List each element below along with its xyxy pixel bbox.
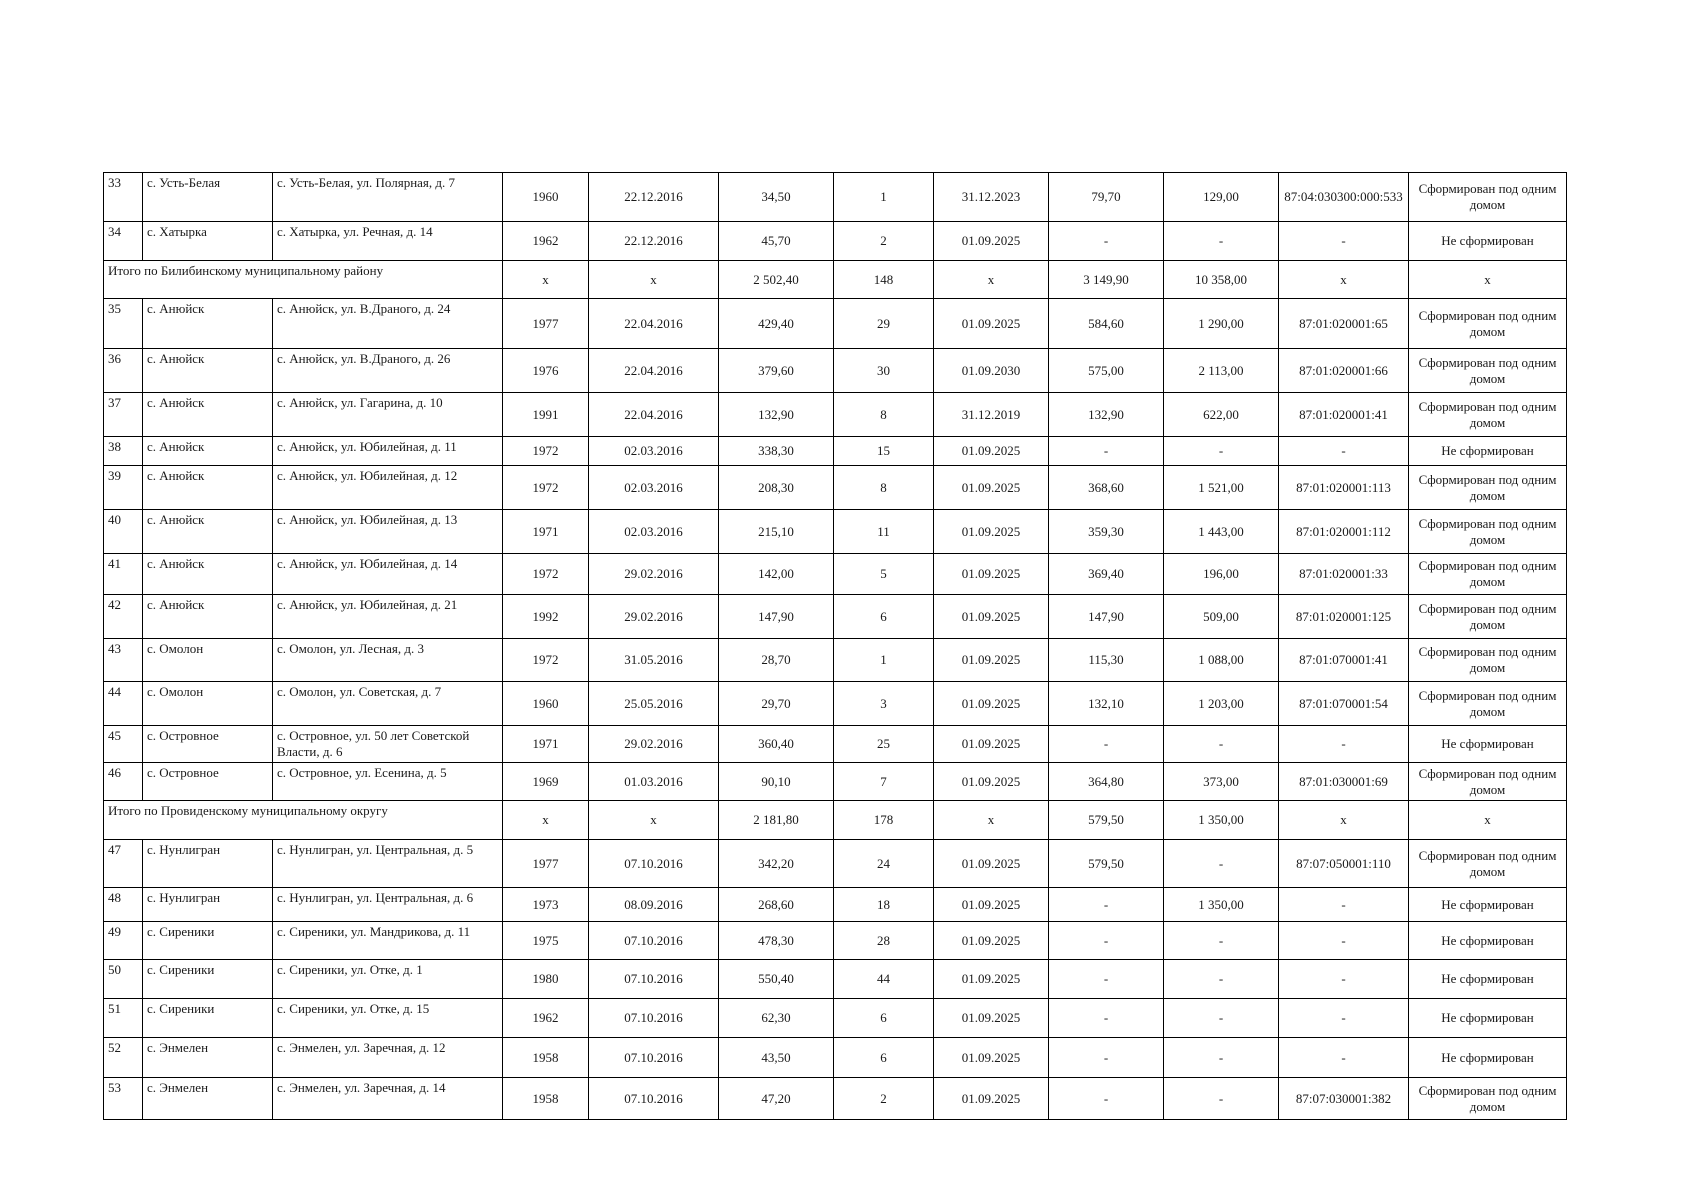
- plot-area-cell: 10 358,00: [1164, 261, 1279, 299]
- address-cell: с. Островное, ул. Есенина, д. 5: [273, 763, 503, 801]
- residents-cell: 178: [834, 801, 934, 840]
- plot-status-cell: Не сформирован: [1409, 222, 1567, 261]
- cadastral-number-cell: -: [1279, 1038, 1409, 1078]
- area-cell: 29,70: [719, 682, 834, 726]
- settlement-cell: с. Нунлигран: [143, 840, 273, 888]
- plot-status-cell: x: [1409, 801, 1567, 840]
- table-row: [104, 595, 1567, 639]
- plot-area-cell: -: [1164, 437, 1279, 466]
- area-cell: 429,40: [719, 299, 834, 349]
- plot-status-cell: Сформирован под одним домом: [1409, 639, 1567, 682]
- cadastral-number-cell: 87:01:020001:65: [1279, 299, 1409, 349]
- land-area-cell: -: [1049, 437, 1164, 466]
- table-row: [104, 510, 1567, 554]
- cadastral-number-cell: 87:07:050001:110: [1279, 840, 1409, 888]
- land-area-cell: -: [1049, 1038, 1164, 1078]
- date-cell: 02.03.2016: [589, 510, 719, 554]
- settlement-cell: с. Нунлигран: [143, 888, 273, 922]
- deadline-cell: 01.09.2025: [934, 999, 1049, 1038]
- date-cell: 07.10.2016: [589, 922, 719, 960]
- row-number-cell: 37: [104, 393, 143, 437]
- address-cell: с. Анюйск, ул. Юбилейная, д. 11: [273, 437, 503, 466]
- area-cell: 47,20: [719, 1078, 834, 1120]
- deadline-cell: 01.09.2025: [934, 960, 1049, 999]
- plot-status-cell: Не сформирован: [1409, 726, 1567, 763]
- deadline-cell: 01.09.2025: [934, 466, 1049, 510]
- cadastral-number-cell: -: [1279, 222, 1409, 261]
- cadastral-number-cell: 87:01:030001:69: [1279, 763, 1409, 801]
- deadline-cell: 01.09.2030: [934, 349, 1049, 393]
- address-cell: с. Нунлигран, ул. Центральная, д. 6: [273, 888, 503, 922]
- area-cell: 379,60: [719, 349, 834, 393]
- row-number-cell: 52: [104, 1038, 143, 1078]
- settlement-cell: с. Анюйск: [143, 349, 273, 393]
- date-cell: 07.10.2016: [589, 1038, 719, 1078]
- cadastral-number-cell: 87:01:020001:41: [1279, 393, 1409, 437]
- table-row: [104, 840, 1567, 888]
- address-cell: с. Омолон, ул. Советская, д. 7: [273, 682, 503, 726]
- row-number-cell: 35: [104, 299, 143, 349]
- area-cell: 43,50: [719, 1038, 834, 1078]
- date-cell: 07.10.2016: [589, 1078, 719, 1120]
- plot-status-cell: Сформирован под одним домом: [1409, 1078, 1567, 1120]
- residents-cell: 2: [834, 222, 934, 261]
- year-cell: 1991: [503, 393, 589, 437]
- table-row: [104, 726, 1567, 763]
- residents-cell: 18: [834, 888, 934, 922]
- year-cell: 1972: [503, 639, 589, 682]
- year-cell: 1992: [503, 595, 589, 639]
- date-cell: 29.02.2016: [589, 595, 719, 639]
- row-number-cell: 50: [104, 960, 143, 999]
- row-number-cell: 36: [104, 349, 143, 393]
- cadastral-number-cell: -: [1279, 922, 1409, 960]
- year-cell: x: [503, 801, 589, 840]
- date-cell: 22.12.2016: [589, 222, 719, 261]
- plot-status-cell: Сформирован под одним домом: [1409, 173, 1567, 222]
- settlement-cell: с. Усть-Белая: [143, 173, 273, 222]
- land-area-cell: 579,50: [1049, 801, 1164, 840]
- area-cell: 62,30: [719, 999, 834, 1038]
- row-number-cell: 41: [104, 554, 143, 595]
- settlement-cell: с. Островное: [143, 726, 273, 763]
- plot-area-cell: -: [1164, 726, 1279, 763]
- year-cell: 1980: [503, 960, 589, 999]
- table-row: [104, 682, 1567, 726]
- year-cell: 1962: [503, 222, 589, 261]
- plot-status-cell: Сформирован под одним домом: [1409, 466, 1567, 510]
- plot-status-cell: Не сформирован: [1409, 1038, 1567, 1078]
- cadastral-number-cell: 87:01:070001:41: [1279, 639, 1409, 682]
- deadline-cell: 01.09.2025: [934, 1038, 1049, 1078]
- table-row: [104, 393, 1567, 437]
- plot-status-cell: Не сформирован: [1409, 888, 1567, 922]
- year-cell: 1972: [503, 466, 589, 510]
- land-area-cell: 132,10: [1049, 682, 1164, 726]
- residents-cell: 2: [834, 1078, 934, 1120]
- date-cell: 22.04.2016: [589, 393, 719, 437]
- year-cell: 1972: [503, 554, 589, 595]
- land-area-cell: -: [1049, 922, 1164, 960]
- land-area-cell: -: [1049, 726, 1164, 763]
- area-cell: 90,10: [719, 763, 834, 801]
- residents-cell: 6: [834, 595, 934, 639]
- plot-status-cell: Сформирован под одним домом: [1409, 554, 1567, 595]
- settlement-cell: с. Островное: [143, 763, 273, 801]
- cadastral-number-cell: -: [1279, 726, 1409, 763]
- plot-status-cell: Сформирован под одним домом: [1409, 349, 1567, 393]
- address-cell: с. Анюйск, ул. Юбилейная, д. 12: [273, 466, 503, 510]
- area-cell: 132,90: [719, 393, 834, 437]
- area-cell: 342,20: [719, 840, 834, 888]
- year-cell: 1971: [503, 726, 589, 763]
- plot-area-cell: 1 443,00: [1164, 510, 1279, 554]
- land-area-cell: 369,40: [1049, 554, 1164, 595]
- date-cell: 02.03.2016: [589, 437, 719, 466]
- year-cell: 1960: [503, 173, 589, 222]
- deadline-cell: 01.09.2025: [934, 222, 1049, 261]
- address-cell: с. Сиреники, ул. Отке, д. 15: [273, 999, 503, 1038]
- residents-cell: 5: [834, 554, 934, 595]
- residents-cell: 25: [834, 726, 934, 763]
- year-cell: 1973: [503, 888, 589, 922]
- plot-status-cell: Сформирован под одним домом: [1409, 840, 1567, 888]
- housing-register-table: [103, 172, 1567, 1120]
- cadastral-number-cell: 87:04:030300:000:533: [1279, 173, 1409, 222]
- address-cell: с. Энмелен, ул. Заречная, д. 12: [273, 1038, 503, 1078]
- settlement-cell: с. Энмелен: [143, 1078, 273, 1120]
- plot-area-cell: -: [1164, 1038, 1279, 1078]
- land-area-cell: 132,90: [1049, 393, 1164, 437]
- land-area-cell: 79,70: [1049, 173, 1164, 222]
- row-number-cell: 40: [104, 510, 143, 554]
- plot-area-cell: -: [1164, 1078, 1279, 1120]
- settlement-cell: с. Анюйск: [143, 437, 273, 466]
- row-number-cell: 48: [104, 888, 143, 922]
- land-area-cell: 368,60: [1049, 466, 1164, 510]
- table-row: [104, 922, 1567, 960]
- row-number-cell: 44: [104, 682, 143, 726]
- table-row: [104, 466, 1567, 510]
- deadline-cell: 01.09.2025: [934, 639, 1049, 682]
- settlement-cell: с. Сиреники: [143, 960, 273, 999]
- cadastral-number-cell: -: [1279, 888, 1409, 922]
- plot-area-cell: 1 521,00: [1164, 466, 1279, 510]
- year-cell: 1969: [503, 763, 589, 801]
- residents-cell: 11: [834, 510, 934, 554]
- plot-area-cell: -: [1164, 922, 1279, 960]
- settlement-cell: с. Омолон: [143, 682, 273, 726]
- table-row: [104, 639, 1567, 682]
- date-cell: 25.05.2016: [589, 682, 719, 726]
- land-area-cell: 359,30: [1049, 510, 1164, 554]
- address-cell: с. Анюйск, ул. Юбилейная, д. 21: [273, 595, 503, 639]
- plot-area-cell: -: [1164, 840, 1279, 888]
- cadastral-number-cell: x: [1279, 261, 1409, 299]
- deadline-cell: 01.09.2025: [934, 595, 1049, 639]
- area-cell: 28,70: [719, 639, 834, 682]
- plot-area-cell: -: [1164, 999, 1279, 1038]
- area-cell: 550,40: [719, 960, 834, 999]
- residents-cell: 8: [834, 393, 934, 437]
- address-cell: с. Нунлигран, ул. Центральная, д. 5: [273, 840, 503, 888]
- plot-status-cell: Не сформирован: [1409, 922, 1567, 960]
- area-cell: 208,30: [719, 466, 834, 510]
- area-cell: 34,50: [719, 173, 834, 222]
- settlement-cell: с. Сиреники: [143, 922, 273, 960]
- table-row: [104, 222, 1567, 261]
- residents-cell: 30: [834, 349, 934, 393]
- address-cell: с. Анюйск, ул. Юбилейная, д. 14: [273, 554, 503, 595]
- date-cell: 22.04.2016: [589, 299, 719, 349]
- year-cell: 1958: [503, 1078, 589, 1120]
- land-area-cell: -: [1049, 888, 1164, 922]
- plot-area-cell: 1 088,00: [1164, 639, 1279, 682]
- year-cell: x: [503, 261, 589, 299]
- land-area-cell: 3 149,90: [1049, 261, 1164, 299]
- residents-cell: 28: [834, 922, 934, 960]
- land-area-cell: 364,80: [1049, 763, 1164, 801]
- area-cell: 478,30: [719, 922, 834, 960]
- residents-cell: 15: [834, 437, 934, 466]
- total-row: [104, 261, 1567, 299]
- row-number-cell: 51: [104, 999, 143, 1038]
- plot-area-cell: -: [1164, 222, 1279, 261]
- deadline-cell: 01.09.2025: [934, 682, 1049, 726]
- cadastral-number-cell: 87:01:020001:125: [1279, 595, 1409, 639]
- deadline-cell: 01.09.2025: [934, 510, 1049, 554]
- row-number-cell: 45: [104, 726, 143, 763]
- residents-cell: 7: [834, 763, 934, 801]
- plot-status-cell: Сформирован под одним домом: [1409, 595, 1567, 639]
- area-cell: 45,70: [719, 222, 834, 261]
- table-row: [104, 1038, 1567, 1078]
- row-number-cell: 53: [104, 1078, 143, 1120]
- deadline-cell: 01.09.2025: [934, 554, 1049, 595]
- plot-area-cell: 129,00: [1164, 173, 1279, 222]
- deadline-cell: 01.09.2025: [934, 888, 1049, 922]
- residents-cell: 29: [834, 299, 934, 349]
- date-cell: 22.12.2016: [589, 173, 719, 222]
- plot-area-cell: 509,00: [1164, 595, 1279, 639]
- year-cell: 1972: [503, 437, 589, 466]
- date-cell: 07.10.2016: [589, 999, 719, 1038]
- deadline-cell: 01.09.2025: [934, 437, 1049, 466]
- settlement-cell: с. Омолон: [143, 639, 273, 682]
- settlement-cell: с. Анюйск: [143, 466, 273, 510]
- year-cell: 1958: [503, 1038, 589, 1078]
- land-area-cell: 584,60: [1049, 299, 1164, 349]
- cadastral-number-cell: 87:01:020001:33: [1279, 554, 1409, 595]
- date-cell: 08.09.2016: [589, 888, 719, 922]
- cadastral-number-cell: x: [1279, 801, 1409, 840]
- row-number-cell: 34: [104, 222, 143, 261]
- plot-area-cell: 2 113,00: [1164, 349, 1279, 393]
- deadline-cell: 01.09.2025: [934, 763, 1049, 801]
- table-row: [104, 554, 1567, 595]
- row-number-cell: 47: [104, 840, 143, 888]
- settlement-cell: с. Анюйск: [143, 299, 273, 349]
- year-cell: 1976: [503, 349, 589, 393]
- table-row: [104, 173, 1567, 222]
- plot-area-cell: 1 203,00: [1164, 682, 1279, 726]
- address-cell: с. Хатырка, ул. Речная, д. 14: [273, 222, 503, 261]
- address-cell: с. Энмелен, ул. Заречная, д. 14: [273, 1078, 503, 1120]
- row-number-cell: 39: [104, 466, 143, 510]
- residents-cell: 1: [834, 173, 934, 222]
- date-cell: x: [589, 801, 719, 840]
- cadastral-number-cell: -: [1279, 999, 1409, 1038]
- plot-area-cell: -: [1164, 960, 1279, 999]
- address-cell: с. Сиреники, ул. Отке, д. 1: [273, 960, 503, 999]
- land-area-cell: -: [1049, 999, 1164, 1038]
- deadline-cell: 01.09.2025: [934, 922, 1049, 960]
- residents-cell: 24: [834, 840, 934, 888]
- deadline-cell: 31.12.2019: [934, 393, 1049, 437]
- settlement-cell: с. Сиреники: [143, 999, 273, 1038]
- plot-status-cell: Сформирован под одним домом: [1409, 299, 1567, 349]
- settlement-cell: с. Энмелен: [143, 1038, 273, 1078]
- residents-cell: 6: [834, 1038, 934, 1078]
- total-label: Итого по Билибинскому муниципальному району: [104, 261, 503, 299]
- table-row: [104, 999, 1567, 1038]
- settlement-cell: с. Анюйск: [143, 510, 273, 554]
- plot-status-cell: Не сформирован: [1409, 960, 1567, 999]
- total-row: [104, 801, 1567, 840]
- residents-cell: 8: [834, 466, 934, 510]
- plot-area-cell: 1 290,00: [1164, 299, 1279, 349]
- date-cell: 22.04.2016: [589, 349, 719, 393]
- cadastral-number-cell: -: [1279, 437, 1409, 466]
- plot-area-cell: 1 350,00: [1164, 801, 1279, 840]
- year-cell: 1962: [503, 999, 589, 1038]
- residents-cell: 44: [834, 960, 934, 999]
- year-cell: 1977: [503, 299, 589, 349]
- row-number-cell: 42: [104, 595, 143, 639]
- cadastral-number-cell: 87:01:020001:113: [1279, 466, 1409, 510]
- row-number-cell: 38: [104, 437, 143, 466]
- date-cell: 07.10.2016: [589, 840, 719, 888]
- year-cell: 1971: [503, 510, 589, 554]
- date-cell: 01.03.2016: [589, 763, 719, 801]
- address-cell: с. Анюйск, ул. Юбилейная, д. 13: [273, 510, 503, 554]
- date-cell: 31.05.2016: [589, 639, 719, 682]
- settlement-cell: с. Хатырка: [143, 222, 273, 261]
- plot-status-cell: x: [1409, 261, 1567, 299]
- plot-status-cell: Сформирован под одним домом: [1409, 393, 1567, 437]
- area-cell: 2 181,80: [719, 801, 834, 840]
- settlement-cell: с. Анюйск: [143, 393, 273, 437]
- plot-status-cell: Не сформирован: [1409, 437, 1567, 466]
- area-cell: 147,90: [719, 595, 834, 639]
- settlement-cell: с. Анюйск: [143, 554, 273, 595]
- area-cell: 338,30: [719, 437, 834, 466]
- plot-status-cell: Сформирован под одним домом: [1409, 763, 1567, 801]
- deadline-cell: 01.09.2025: [934, 726, 1049, 763]
- table-row: [104, 437, 1567, 466]
- year-cell: 1960: [503, 682, 589, 726]
- area-cell: 2 502,40: [719, 261, 834, 299]
- plot-area-cell: 373,00: [1164, 763, 1279, 801]
- table-row: [104, 960, 1567, 999]
- address-cell: с. Сиреники, ул. Мандрикова, д. 11: [273, 922, 503, 960]
- land-area-cell: -: [1049, 960, 1164, 999]
- date-cell: 29.02.2016: [589, 554, 719, 595]
- plot-status-cell: Сформирован под одним домом: [1409, 510, 1567, 554]
- plot-status-cell: Сформирован под одним домом: [1409, 682, 1567, 726]
- land-area-cell: 575,00: [1049, 349, 1164, 393]
- deadline-cell: 01.09.2025: [934, 840, 1049, 888]
- land-area-cell: 579,50: [1049, 840, 1164, 888]
- area-cell: 215,10: [719, 510, 834, 554]
- residents-cell: 1: [834, 639, 934, 682]
- residents-cell: 3: [834, 682, 934, 726]
- cadastral-number-cell: -: [1279, 960, 1409, 999]
- row-number-cell: 46: [104, 763, 143, 801]
- plot-area-cell: 622,00: [1164, 393, 1279, 437]
- deadline-cell: 01.09.2025: [934, 1078, 1049, 1120]
- residents-cell: 148: [834, 261, 934, 299]
- address-cell: с. Анюйск, ул. В.Драного, д. 24: [273, 299, 503, 349]
- date-cell: 02.03.2016: [589, 466, 719, 510]
- deadline-cell: x: [934, 261, 1049, 299]
- cadastral-number-cell: 87:01:020001:112: [1279, 510, 1409, 554]
- plot-area-cell: 1 350,00: [1164, 888, 1279, 922]
- area-cell: 360,40: [719, 726, 834, 763]
- cadastral-number-cell: 87:01:020001:66: [1279, 349, 1409, 393]
- land-area-cell: -: [1049, 222, 1164, 261]
- land-area-cell: 115,30: [1049, 639, 1164, 682]
- address-cell: с. Анюйск, ул. В.Драного, д. 26: [273, 349, 503, 393]
- settlement-cell: с. Анюйск: [143, 595, 273, 639]
- address-cell: с. Островное, ул. 50 лет Советской Власти, д. 6: [273, 726, 503, 763]
- date-cell: 29.02.2016: [589, 726, 719, 763]
- plot-area-cell: 196,00: [1164, 554, 1279, 595]
- deadline-cell: 01.09.2025: [934, 299, 1049, 349]
- table-row: [104, 1078, 1567, 1120]
- deadline-cell: x: [934, 801, 1049, 840]
- table-body: [104, 173, 1567, 1120]
- date-cell: x: [589, 261, 719, 299]
- deadline-cell: 31.12.2023: [934, 173, 1049, 222]
- cadastral-number-cell: 87:01:070001:54: [1279, 682, 1409, 726]
- year-cell: 1977: [503, 840, 589, 888]
- row-number-cell: 43: [104, 639, 143, 682]
- row-number-cell: 33: [104, 173, 143, 222]
- year-cell: 1975: [503, 922, 589, 960]
- residents-cell: 6: [834, 999, 934, 1038]
- address-cell: с. Усть-Белая, ул. Полярная, д. 7: [273, 173, 503, 222]
- row-number-cell: 49: [104, 922, 143, 960]
- table-row: [104, 299, 1567, 349]
- land-area-cell: 147,90: [1049, 595, 1164, 639]
- area-cell: 268,60: [719, 888, 834, 922]
- table-row: [104, 888, 1567, 922]
- table-row: [104, 763, 1567, 801]
- area-cell: 142,00: [719, 554, 834, 595]
- address-cell: с. Омолон, ул. Лесная, д. 3: [273, 639, 503, 682]
- total-label: Итого по Провиденскому муниципальному округу: [104, 801, 503, 840]
- plot-status-cell: Не сформирован: [1409, 999, 1567, 1038]
- cadastral-number-cell: 87:07:030001:382: [1279, 1078, 1409, 1120]
- date-cell: 07.10.2016: [589, 960, 719, 999]
- land-area-cell: -: [1049, 1078, 1164, 1120]
- address-cell: с. Анюйск, ул. Гагарина, д. 10: [273, 393, 503, 437]
- table-row: [104, 349, 1567, 393]
